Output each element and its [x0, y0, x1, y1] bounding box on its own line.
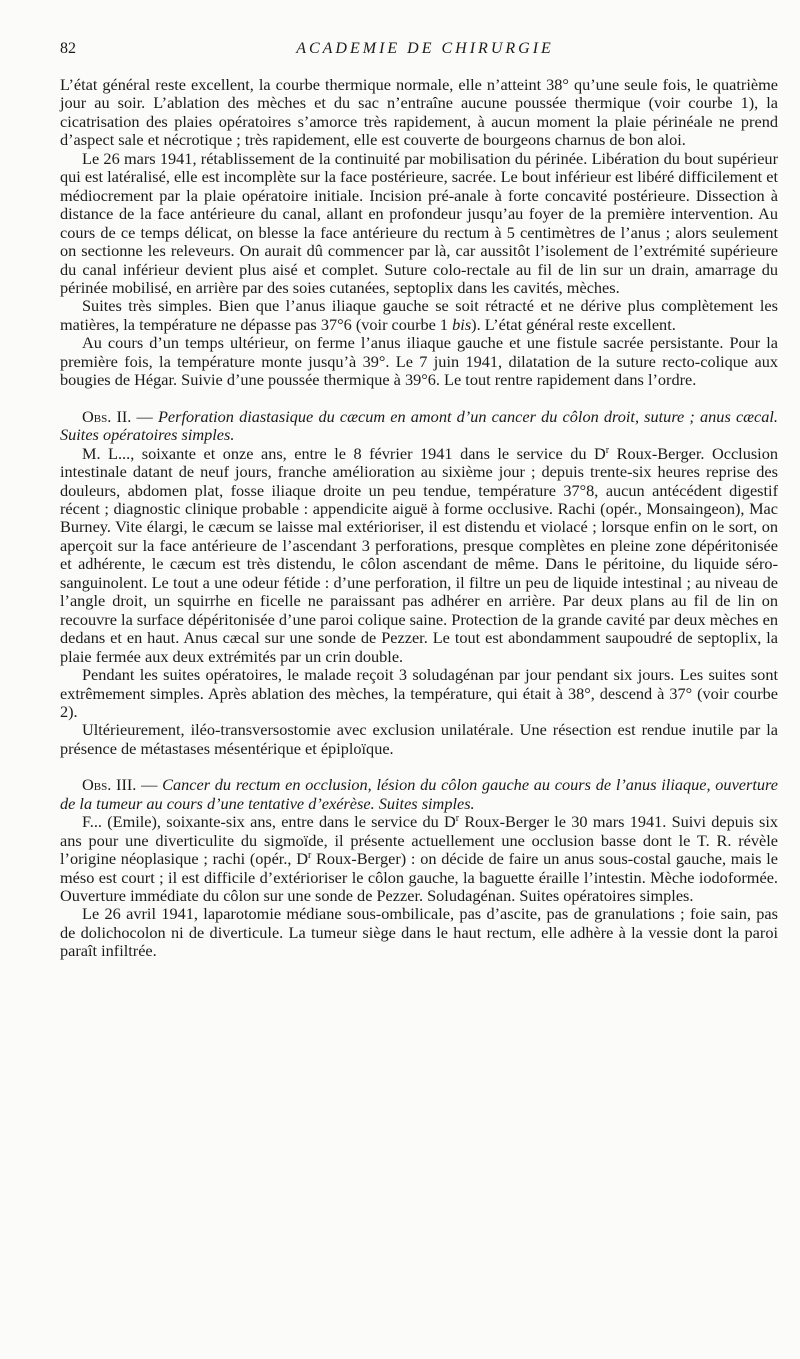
running-header: [60, 40, 778, 66]
paragraph: F... (Emile), soixante-six ans, entre dans le service du $D^r$ Roux-Berger le 30 mars 1941. Suivi depuis six ans pour une diverticulite du sigmoïde, il présente actuellement une occlusion basse dont le T. R. révèle l’origine néoplasique ; rachi (opér., $D^r$ Roux-Berger) : on décide de faire un anus sous-costal gauche, mais le méso est court ; il est difficile d’extérioriser le côlon gauche, la baguette éraille l’intestin. Mèche iodoformée. Ouverture immédiate du côlon sur une sonde de Pezzer. Soludagénan. Suites opératoires simples.: [60, 812, 779, 906]
observation-heading: Obs. III. — Cancer du rectum en occlusion, lésion du côlon gauche au cours de l’anus iliaque, ouverture de la tumeur au cours d’une tentative d’exérèse. Suites simples.: [60, 775, 778, 813]
paragraph: Ultérieurement, iléo-transversostomie avec exclusion unilatérale. Une résection est rendue inutile par la présence de métastases mésentérique et épiploïque.: [60, 720, 778, 758]
obs1-continuation: [60, 76, 778, 390]
observation-3: [60, 776, 778, 961]
paragraph: M. L..., soixante et onze ans, entre le 8 février 1941 dans le service du $D^r$ Roux-Berger. Occlusion intestinale datant de neuf jours, franche amélioration au sixième jour ; depuis trente-six heures reprise des douleurs, abdomen plat, fosse iliaque droite un peu tendue, température 37°8, aucun antécédent digestif récent ; diagnostic clinique probable : appendicite aiguë à forme occlusive. Rachi (opér., Monsaingeon), Mac Burney. Vite élargi, le cæcum se laisse mal extérioriser, il est distendu et violacé ; lorsque enfin on le sort, on aperçoit sur la face antérieure de l’ascendant 3 perforations, presque complètes en pleine zone dépéritonisée et adhérente, le cæcum est très distendu, le côlon ascendant de même. Dans le péritoine, du liquide séro-sanguinolent. Le tout a une odeur fétide : d’une perforation, il filtre un peu de liquide intestinal ; au niveau de l’angle droit, un squirrhe en ficelle ne paraissant pas adhérer en arrière. Par deux plans au fil de lin on recouvre la surface dépéritonisée d’une paroi colique saine. Protection de la grande cavité par deux mèches en dedans et en haut. Anus cæcal sur une sonde de Pezzer. Le tout est abondamment saupoudré de septoplix, la plaie fermée aux deux extrémités par un crin double.: [60, 443, 778, 666]
observation-heading: Obs. II. — Perforation diastasique du cæcum en amont d’un cancer du côlon droit, suture ; anus cæcal. Suites opératoires simples.: [60, 406, 778, 445]
paragraph: Le 26 mars 1941, rétablissement de la continuité par mobilisation du périnée. Libération du bout supérieur qui est latéralisé, elle est incomplète sur la face postérieure, sacrée. Le bout inférieur est libéré difficilement et médiocrement par la plaie opératoire initiale. Incision pré-anale à forte concavité postérieure. Dissection à distance de la face antérieure du canal, allant en profondeur jusqu’au foyer de la première intervention. Au cours de ce temps délicat, on blesse la face antérieure du rectum à 5 centimètres de l’anus ; alors seulement on sectionne les releveurs. On aurait dû commencer par là, car aussitôt l’isolement de l’extrémité supérieure du canal inférieur devient plus aisé et complet. Suture colo-rectale au fil de lin sur un drain, amarrage du périnée mobilisé, en arrière par des soies cutanées, septoplix dans les cavités, mèches.: [60, 148, 778, 297]
observation-title: Cancer du rectum en occlusion, lésion du côlon gauche au cours de l’anus iliaque, ouverture de la tumeur au cours d’une tentative d’exérèse. Suites simples.: [60, 775, 778, 813]
journal-title: ACADEMIE DE CHIRURGIE: [296, 40, 554, 57]
observation-2: [60, 408, 778, 759]
page-number: 82: [60, 40, 76, 57]
observation-title: Perforation diastasique du cæcum en amont d’un cancer du côlon droit, suture ; anus cæcal. Suites opératoires simples.: [60, 406, 778, 445]
paragraph: Pendant les suites opératoires, le malade reçoit 3 soludagénan par jour pendant six jours. Les suites sont extrêmement simples. Après ablation des mèches, la température, qui était à 38°, descend à 37° (voir courbe 2).: [60, 665, 778, 721]
paragraph: Le 26 avril 1941, laparotomie médiane sous-ombilicale, pas d’ascite, pas de granulations ; foie sain, pas de dolichocolon ni de diverticule. La tumeur siège dans le haut rectum, elle adhère à la vessie dont la paroi paraît infiltrée.: [60, 904, 778, 961]
paragraph: Au cours d’un temps ultérieur, on ferme l’anus iliaque gauche et une fistule sacrée persistante. Pour la première fois, la température monte jusqu’à 39°. Le 7 juin 1941, dilatation de la suture recto-colique aux bougies de Hégar. Suivie d’une poussée thermique à 39°6. Le tout rentre rapidement dans l’ordre.: [60, 333, 778, 390]
observation-label: Obs. III.: [82, 775, 137, 795]
paragraph: Suites très simples. Bien que l’anus iliaque gauche se soit rétracté et ne dérive plus complètement les matières, la température ne dépasse pas 37°6 (voir courbe 1 bis). L’état général reste excellent.: [60, 296, 778, 334]
paragraph: L’état général reste excellent, la courbe thermique normale, elle n’atteint 38° qu’une seule fois, le quatrième jour au soir. L’ablation des mèches et du sac n’entraîne aucune poussée thermique (voir courbe 1), la cicatrisation des plaies opératoires s’amorce très rapidement, à aucun moment la plaie périnéale ne prend d’aspect sale et nécrotique ; très rapidement, elle est couverte de bourgeons charnus de bon aloi.: [60, 75, 778, 150]
bis-italic: bis: [452, 314, 472, 334]
observation-label: Obs. II.: [82, 406, 132, 426]
